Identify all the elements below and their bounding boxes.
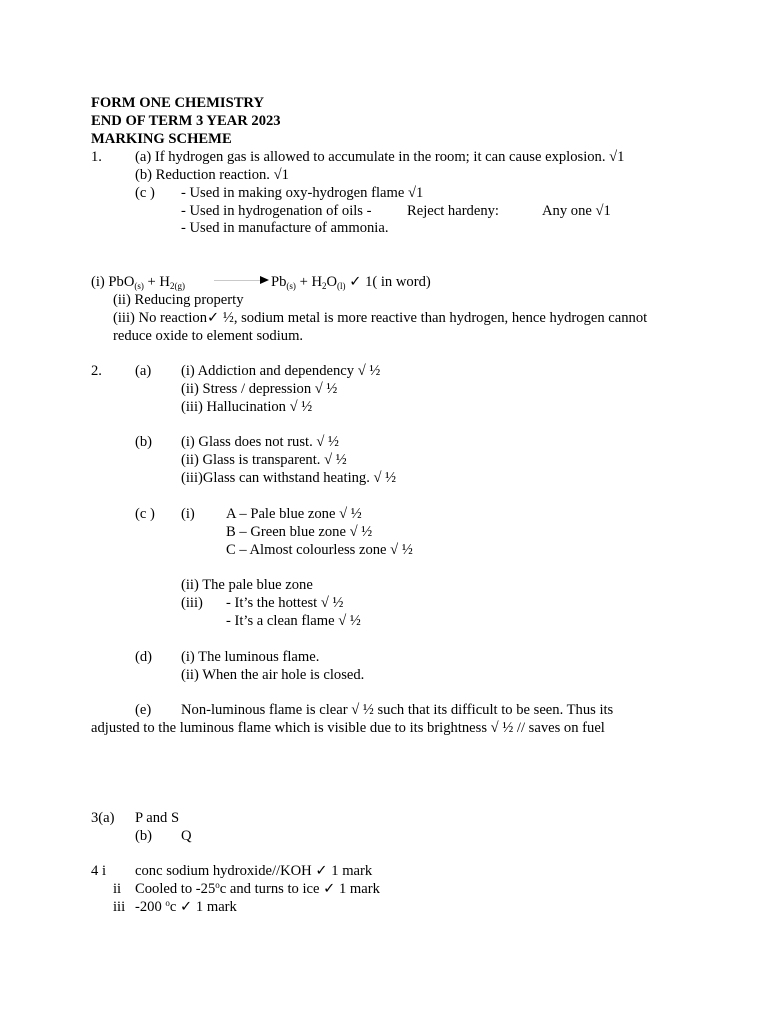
q2-c-i-3: C – Almost colourless zone √ ½ (226, 542, 413, 558)
q1-c-anyone: Any one √1 (542, 203, 611, 219)
q1-equation-reactants: (i) $PbO_{(s)} + H_{2(g)}$ (91, 274, 185, 291)
q2-c-ii: (ii) The pale blue zone (181, 577, 313, 593)
q3-a: P and S (135, 810, 180, 826)
q2-c-iii-2: - It’s a clean flame √ ½ (226, 613, 361, 629)
q1-c-label: (c ) (135, 185, 155, 201)
q2-c-i-2: B – Green blue zone √ ½ (226, 524, 373, 540)
q4-iii: -200 $^o$c ✓ 1 mark (135, 898, 237, 915)
q2-c-i-label: (i) (181, 506, 195, 522)
q2-e-label: (e) (135, 702, 152, 718)
q4-iii-label: iii (113, 899, 126, 915)
q1-c-reject: Reject hardeny: (407, 203, 499, 219)
q1-b: (b) Reduction reaction. √1 (135, 167, 289, 183)
q1-iii-line1: (iii) No reaction✓ ½, sodium metal is more reactive than hydrogen, hence hydrogen cannot (113, 310, 648, 326)
q4-ii: Cooled to -25$^o$c and turns to ice ✓ 1 mark (135, 880, 380, 897)
q2-c-label: (c ) (135, 506, 155, 522)
q2-number: 2. (91, 363, 102, 379)
reaction-arrow-shaft (214, 280, 262, 281)
q2-d-1: (i) The luminous flame. (181, 649, 320, 665)
q1-c-item-3: - Used in manufacture of ammonia. (181, 220, 389, 236)
doc-title-term: END OF TERM 3 YEAR 2023 (91, 113, 281, 129)
q2-c-iii-label: (iii) (181, 595, 203, 611)
q2-d-label: (d) (135, 649, 153, 665)
q2-c-iii-1: - It’s the hottest √ ½ (226, 595, 344, 611)
q3-a-label: 3(a) (91, 810, 115, 826)
q2-d-2: (ii) When the air hole is closed. (181, 667, 365, 683)
q1-number: 1. (91, 149, 102, 165)
q2-e-line2: adjusted to the luminous flame which is visible due to its brightness √ ½ // saves on fuel (91, 720, 605, 736)
q1-equation-products: $Pb_{(s)} + H_2O_{(l)}$ ✓ 1( in word) (271, 274, 431, 291)
q2-b-3: (iii)Glass can withstand heating. √ ½ (181, 470, 397, 486)
doc-title-scheme: MARKING SCHEME (91, 131, 232, 147)
q2-a-1: (i) Addiction and dependency √ ½ (181, 363, 381, 379)
q2-a-label: (a) (135, 363, 152, 379)
q1-c-item-2: - Used in hydrogenation of oils - (181, 203, 372, 219)
reaction-arrow-icon (260, 276, 269, 284)
q1-a: (a) If hydrogen gas is allowed to accumulate in the room; it can cause explosion. √1 (135, 149, 625, 165)
q4-i-label: 4 i (91, 863, 106, 879)
q2-b-2: (ii) Glass is transparent. √ ½ (181, 452, 347, 468)
q3-b-label: (b) (135, 828, 153, 844)
q4-ii-label: ii (113, 881, 122, 897)
q3-b: Q (181, 828, 192, 844)
doc-title-subject: FORM ONE CHEMISTRY (91, 95, 264, 111)
q2-b-label: (b) (135, 434, 153, 450)
q1-iii-line2: reduce oxide to element sodium. (113, 328, 304, 344)
q2-a-3: (iii) Hallucination √ ½ (181, 399, 313, 415)
q2-e-line1: Non-luminous flame is clear √ ½ such that its difficult to be seen. Thus its (181, 702, 614, 718)
q2-c-i-1: A – Pale blue zone √ ½ (226, 506, 362, 522)
q4-i: conc sodium hydroxide//KOH ✓ 1 mark (135, 863, 373, 879)
q2-b-1: (i) Glass does not rust. √ ½ (181, 434, 339, 450)
q1-c-item-1: - Used in making oxy-hydrogen flame √1 (181, 185, 424, 201)
q1-ii: (ii) Reducing property (113, 292, 244, 308)
q2-a-2: (ii) Stress / depression √ ½ (181, 381, 338, 397)
